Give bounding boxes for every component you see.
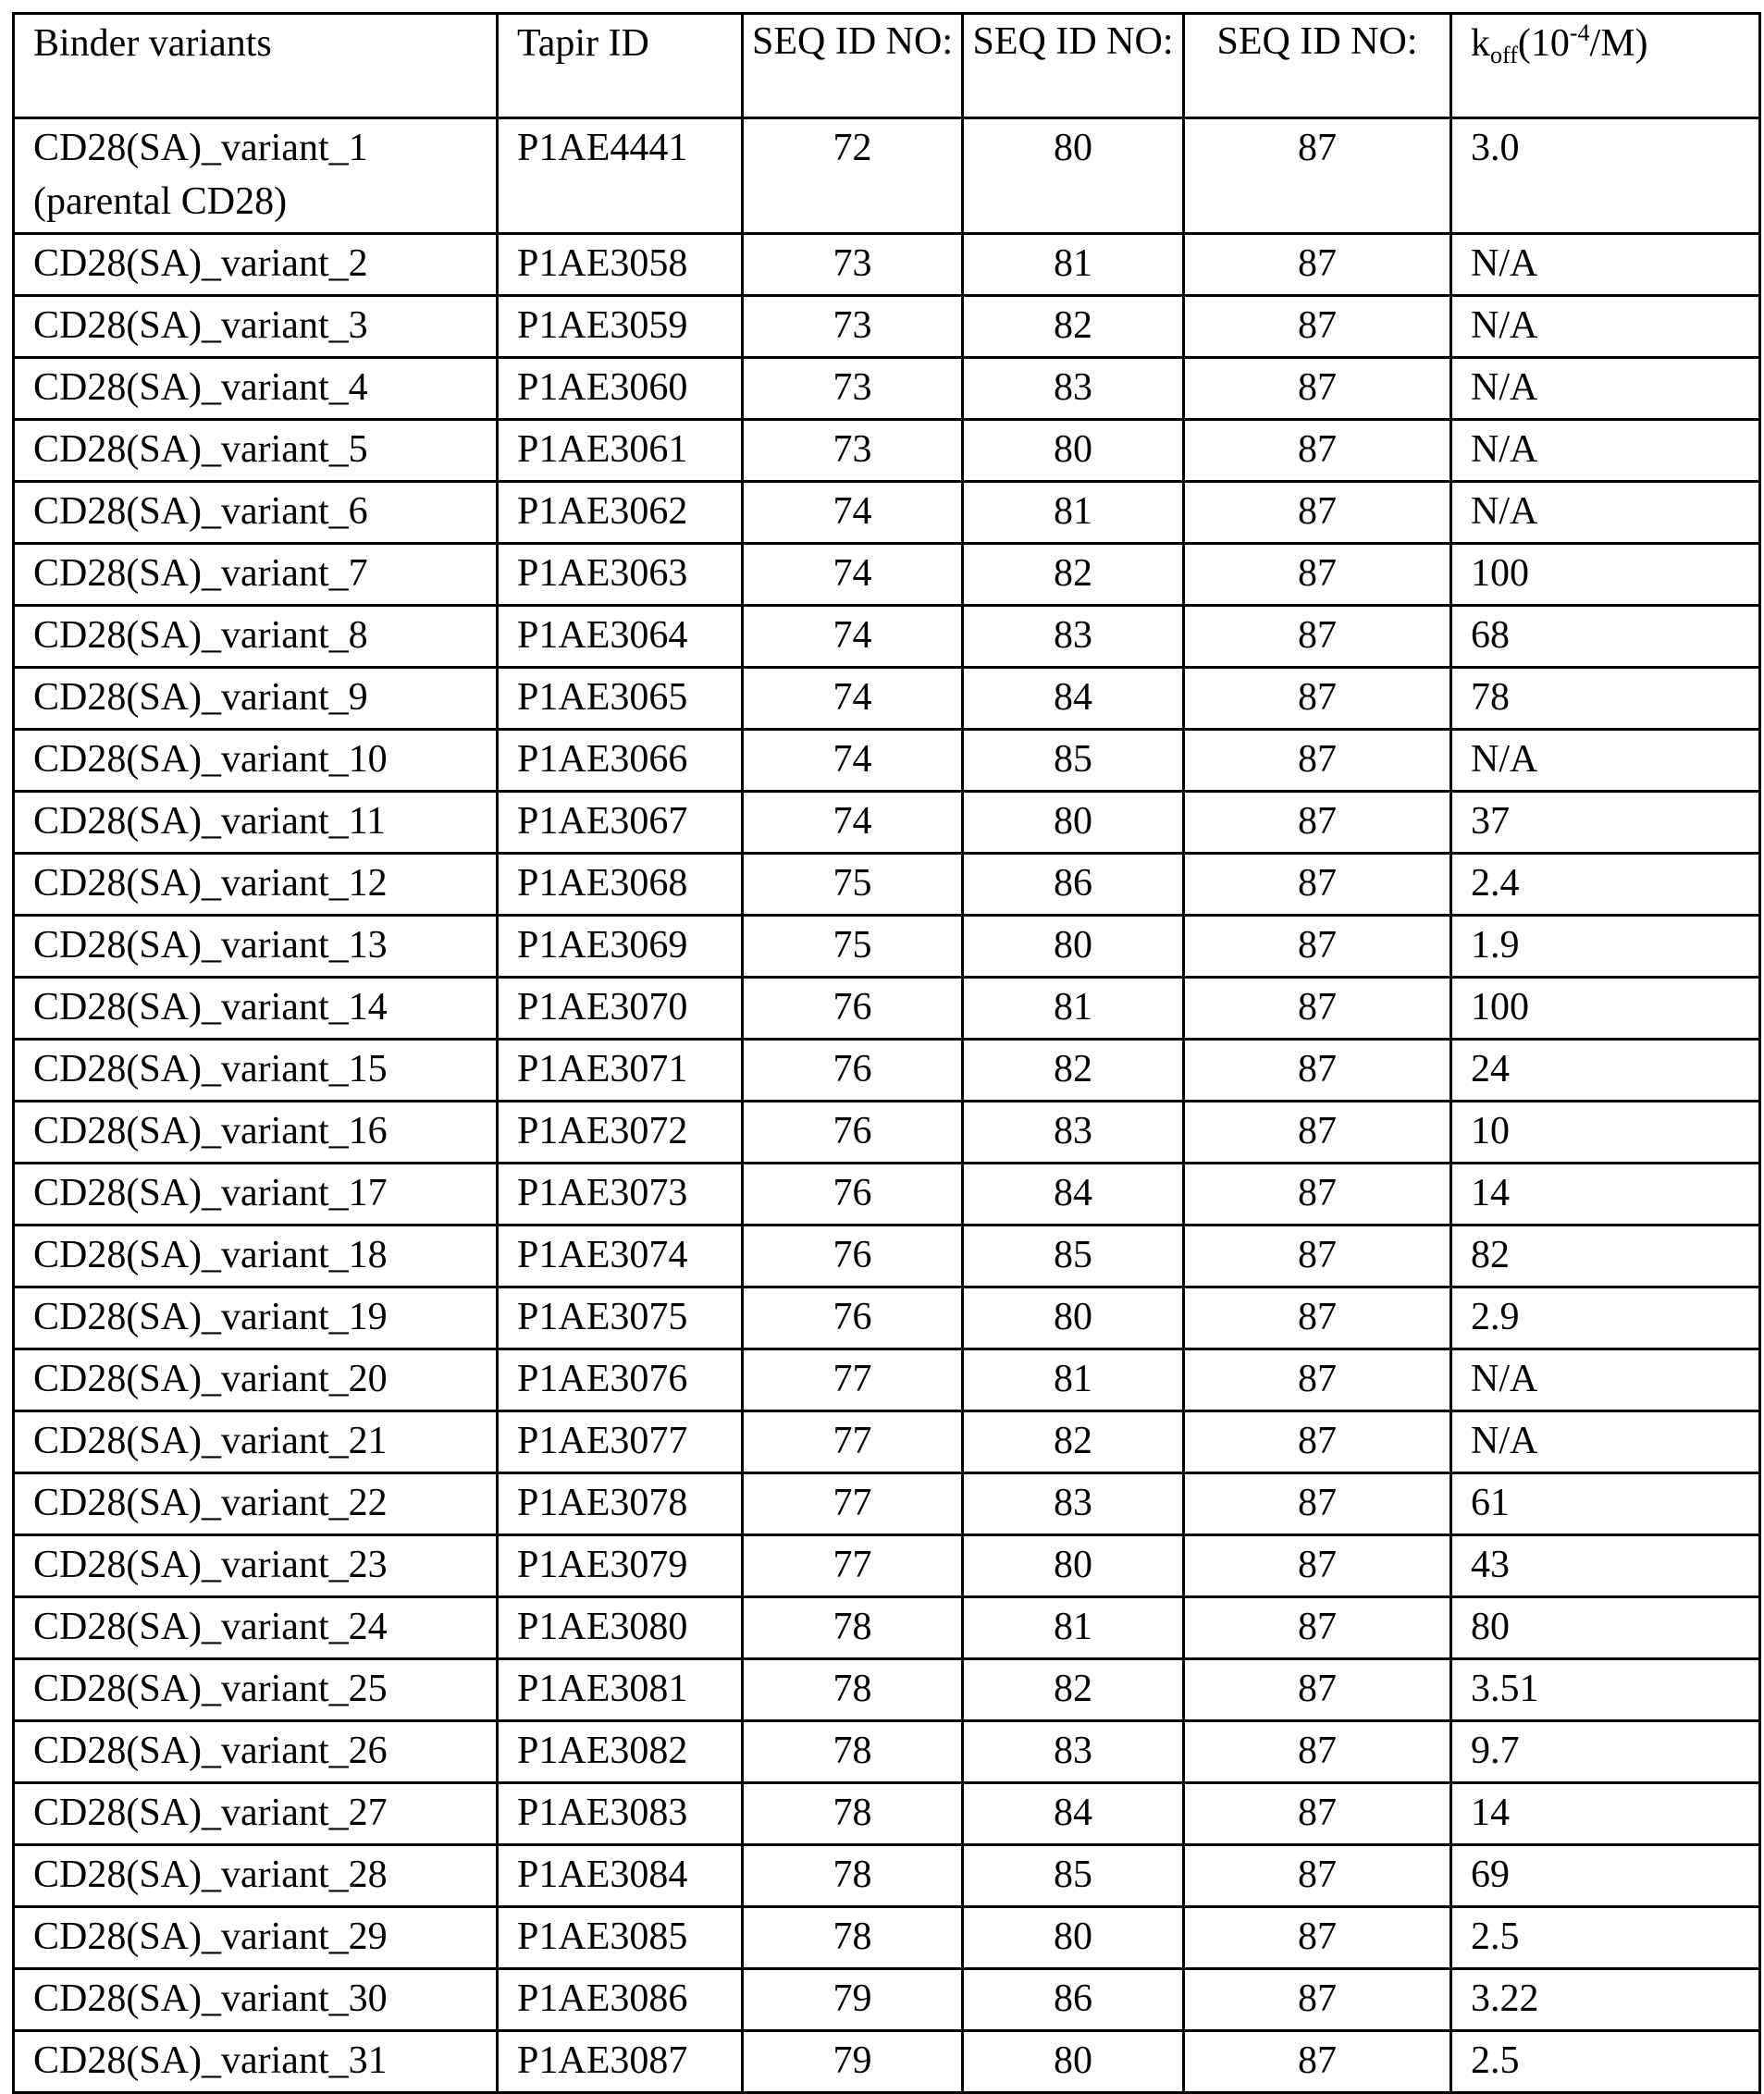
seq-id-3-cell: 87 bbox=[1184, 1287, 1451, 1349]
seq-id-3-cell: 87 bbox=[1184, 1597, 1451, 1659]
tapir-id-cell: P1AE3069 bbox=[498, 916, 743, 978]
table-row bbox=[14, 1535, 1760, 1597]
tapir-id-cell: P1AE3067 bbox=[498, 792, 743, 854]
binder-variant-cell: CD28(SA)_variant_5 bbox=[14, 420, 498, 482]
table-row bbox=[14, 730, 1760, 792]
seq-id-3-cell: 87 bbox=[1184, 1535, 1451, 1597]
tapir-id-cell: P1AE3061 bbox=[498, 420, 743, 482]
seq-id-3-cell: 87 bbox=[1184, 606, 1451, 668]
seq-id-1-cell: 74 bbox=[743, 544, 963, 606]
seq-id-3-cell: 87 bbox=[1184, 358, 1451, 420]
binder-variant-cell: CD28(SA)_variant_30 bbox=[14, 1969, 498, 2031]
table-row bbox=[14, 1659, 1760, 1721]
seq-id-2-cell: 85 bbox=[963, 1226, 1184, 1287]
tapir-id-cell: P1AE3071 bbox=[498, 1040, 743, 1102]
seq-id-1-cell: 76 bbox=[743, 1164, 963, 1226]
seq-id-1-cell: 74 bbox=[743, 482, 963, 544]
seq-id-1-cell: 73 bbox=[743, 420, 963, 482]
binder-variant-cell: CD28(SA)_variant_27 bbox=[14, 1783, 498, 1845]
tapir-id-cell: P1AE3064 bbox=[498, 606, 743, 668]
table-row bbox=[14, 668, 1760, 730]
seq-id-3-cell: 87 bbox=[1184, 916, 1451, 978]
seq-id-1-cell: 77 bbox=[743, 1349, 963, 1411]
binder-variant-cell: CD28(SA)_variant_3 bbox=[14, 296, 498, 358]
binder-variant-cell: CD28(SA)_variant_10 bbox=[14, 730, 498, 792]
seq-id-1-cell: 75 bbox=[743, 916, 963, 978]
seq-id-3-cell: 87 bbox=[1184, 1659, 1451, 1721]
binder-variant-cell: CD28(SA)_variant_12 bbox=[14, 854, 498, 916]
koff-cell: 68 bbox=[1451, 606, 1760, 668]
table-row bbox=[14, 1164, 1760, 1226]
seq-id-1-cell: 74 bbox=[743, 730, 963, 792]
seq-id-3-cell: 87 bbox=[1184, 1102, 1451, 1164]
seq-id-2-cell: 80 bbox=[963, 118, 1184, 234]
koff-cell: N/A bbox=[1451, 1411, 1760, 1473]
seq-id-2-cell: 83 bbox=[963, 1473, 1184, 1535]
seq-id-2-cell: 81 bbox=[963, 1597, 1184, 1659]
koff-cell: 9.7 bbox=[1451, 1721, 1760, 1783]
binder-variant-cell: CD28(SA)_variant_25 bbox=[14, 1659, 498, 1721]
table-body bbox=[14, 118, 1760, 2093]
table-row bbox=[14, 978, 1760, 1040]
tapir-id-cell: P1AE3068 bbox=[498, 854, 743, 916]
binder-variant-cell: CD28(SA)_variant_6 bbox=[14, 482, 498, 544]
seq-id-3-cell: 87 bbox=[1184, 854, 1451, 916]
tapir-id-cell: P1AE3063 bbox=[498, 544, 743, 606]
koff-cell: 14 bbox=[1451, 1164, 1760, 1226]
seq-id-1-cell: 79 bbox=[743, 2031, 963, 2093]
seq-id-1-cell: 78 bbox=[743, 1721, 963, 1783]
seq-id-2-cell: 80 bbox=[963, 1535, 1184, 1597]
seq-id-2-cell: 85 bbox=[963, 730, 1184, 792]
header-koff bbox=[1451, 14, 1760, 118]
header-row bbox=[14, 14, 1760, 118]
table-row bbox=[14, 544, 1760, 606]
seq-id-3-cell: 87 bbox=[1184, 1226, 1451, 1287]
table-row bbox=[14, 854, 1760, 916]
seq-id-1-cell: 79 bbox=[743, 1969, 963, 2031]
koff-cell: 3.22 bbox=[1451, 1969, 1760, 2031]
table-row bbox=[14, 1411, 1760, 1473]
header-tapir-id: Tapir ID bbox=[498, 14, 743, 118]
binder-variant-cell: CD28(SA)_variant_17 bbox=[14, 1164, 498, 1226]
koff-cell: 24 bbox=[1451, 1040, 1760, 1102]
tapir-id-cell: P1AE3079 bbox=[498, 1535, 743, 1597]
seq-id-2-cell: 83 bbox=[963, 1721, 1184, 1783]
koff-cell: 78 bbox=[1451, 668, 1760, 730]
table-row bbox=[14, 1597, 1760, 1659]
table-row bbox=[14, 1287, 1760, 1349]
seq-id-2-cell: 80 bbox=[963, 1907, 1184, 1969]
koff-unit-open: (10 bbox=[1518, 22, 1570, 65]
tapir-id-cell: P1AE3072 bbox=[498, 1102, 743, 1164]
tapir-id-cell: P1AE3060 bbox=[498, 358, 743, 420]
koff-cell: 82 bbox=[1451, 1226, 1760, 1287]
seq-id-2-cell: 84 bbox=[963, 1783, 1184, 1845]
seq-id-2-cell: 82 bbox=[963, 296, 1184, 358]
binder-variant-cell: CD28(SA)_variant_8 bbox=[14, 606, 498, 668]
header-seq-id-2: SEQ ID NO: bbox=[963, 14, 1184, 118]
tapir-id-cell: P1AE3083 bbox=[498, 1783, 743, 1845]
koff-cell: N/A bbox=[1451, 420, 1760, 482]
table-row bbox=[14, 358, 1760, 420]
tapir-id-cell: P1AE3084 bbox=[498, 1845, 743, 1907]
seq-id-2-cell: 86 bbox=[963, 854, 1184, 916]
binder-variant-cell: CD28(SA)_variant_7 bbox=[14, 544, 498, 606]
tapir-id-cell: P1AE3059 bbox=[498, 296, 743, 358]
seq-id-1-cell: 73 bbox=[743, 296, 963, 358]
seq-id-3-cell: 87 bbox=[1184, 296, 1451, 358]
seq-id-3-cell: 87 bbox=[1184, 1969, 1451, 2031]
seq-id-1-cell: 72 bbox=[743, 118, 963, 234]
tapir-id-cell: P1AE3058 bbox=[498, 234, 743, 296]
tapir-id-cell: P1AE3081 bbox=[498, 1659, 743, 1721]
header-binder-variants: Binder variants bbox=[14, 14, 498, 118]
koff-exponent: -4 bbox=[1570, 19, 1590, 46]
binder-variant-cell: CD28(SA)_variant_11 bbox=[14, 792, 498, 854]
seq-id-1-cell: 73 bbox=[743, 358, 963, 420]
binder-variant-cell: CD28(SA)_variant_26 bbox=[14, 1721, 498, 1783]
seq-id-2-cell: 82 bbox=[963, 1659, 1184, 1721]
seq-id-2-cell: 80 bbox=[963, 792, 1184, 854]
table-row bbox=[14, 1783, 1760, 1845]
koff-cell: 10 bbox=[1451, 1102, 1760, 1164]
header-seq-id-1: SEQ ID NO: bbox=[743, 14, 963, 118]
table-row bbox=[14, 1907, 1760, 1969]
table-row bbox=[14, 1349, 1760, 1411]
seq-id-1-cell: 78 bbox=[743, 1907, 963, 1969]
table-row bbox=[14, 1102, 1760, 1164]
table-row bbox=[14, 1845, 1760, 1907]
seq-id-1-cell: 77 bbox=[743, 1535, 963, 1597]
koff-cell: 2.4 bbox=[1451, 854, 1760, 916]
seq-id-1-cell: 76 bbox=[743, 1040, 963, 1102]
seq-id-3-cell: 87 bbox=[1184, 1721, 1451, 1783]
binder-variant-cell: CD28(SA)_variant_19 bbox=[14, 1287, 498, 1349]
seq-id-3-cell: 87 bbox=[1184, 1164, 1451, 1226]
seq-id-3-cell: 87 bbox=[1184, 234, 1451, 296]
table-row bbox=[14, 1473, 1760, 1535]
binder-variant-cell: CD28(SA)_variant_31 bbox=[14, 2031, 498, 2093]
koff-cell: 80 bbox=[1451, 1597, 1760, 1659]
binder-variant-cell: CD28(SA)_variant_24 bbox=[14, 1597, 498, 1659]
tapir-id-cell: P1AE4441 bbox=[498, 118, 743, 234]
table-header bbox=[14, 14, 1760, 118]
koff-cell: 61 bbox=[1451, 1473, 1760, 1535]
seq-id-3-cell: 87 bbox=[1184, 1845, 1451, 1907]
binder-variant-cell: CD28(SA)_variant_23 bbox=[14, 1535, 498, 1597]
seq-id-1-cell: 78 bbox=[743, 1659, 963, 1721]
table-row bbox=[14, 1969, 1760, 2031]
tapir-id-cell: P1AE3065 bbox=[498, 668, 743, 730]
seq-id-3-cell: 87 bbox=[1184, 1473, 1451, 1535]
binder-variant-cell: CD28(SA)_variant_1 (parental CD28) bbox=[14, 118, 498, 234]
seq-id-1-cell: 76 bbox=[743, 1102, 963, 1164]
seq-id-3-cell: 87 bbox=[1184, 792, 1451, 854]
tapir-id-cell: P1AE3077 bbox=[498, 1411, 743, 1473]
table-row bbox=[14, 234, 1760, 296]
tapir-id-cell: P1AE3078 bbox=[498, 1473, 743, 1535]
binder-variant-cell: CD28(SA)_variant_15 bbox=[14, 1040, 498, 1102]
binder-variant-cell: CD28(SA)_variant_20 bbox=[14, 1349, 498, 1411]
koff-cell: 2.5 bbox=[1451, 2031, 1760, 2093]
binder-variant-cell: CD28(SA)_variant_21 bbox=[14, 1411, 498, 1473]
tapir-id-cell: P1AE3066 bbox=[498, 730, 743, 792]
seq-id-3-cell: 87 bbox=[1184, 420, 1451, 482]
seq-id-3-cell: 87 bbox=[1184, 544, 1451, 606]
tapir-id-cell: P1AE3087 bbox=[498, 2031, 743, 2093]
seq-id-1-cell: 74 bbox=[743, 792, 963, 854]
koff-subscript: off bbox=[1490, 42, 1518, 68]
seq-id-1-cell: 76 bbox=[743, 1287, 963, 1349]
seq-id-2-cell: 81 bbox=[963, 234, 1184, 296]
table-row bbox=[14, 118, 1760, 234]
seq-id-3-cell: 87 bbox=[1184, 482, 1451, 544]
koff-unit-close: /M) bbox=[1590, 22, 1648, 65]
seq-id-3-cell: 87 bbox=[1184, 1411, 1451, 1473]
table-row bbox=[14, 296, 1760, 358]
koff-cell: 3.51 bbox=[1451, 1659, 1760, 1721]
seq-id-3-cell: 87 bbox=[1184, 668, 1451, 730]
seq-id-1-cell: 78 bbox=[743, 1845, 963, 1907]
binder-variant-cell: CD28(SA)_variant_9 bbox=[14, 668, 498, 730]
seq-id-1-cell: 77 bbox=[743, 1473, 963, 1535]
koff-cell: N/A bbox=[1451, 358, 1760, 420]
koff-cell: 69 bbox=[1451, 1845, 1760, 1907]
table-row bbox=[14, 916, 1760, 978]
seq-id-2-cell: 82 bbox=[963, 1411, 1184, 1473]
seq-id-3-cell: 87 bbox=[1184, 1349, 1451, 1411]
koff-cell: N/A bbox=[1451, 482, 1760, 544]
seq-id-2-cell: 83 bbox=[963, 606, 1184, 668]
tapir-id-cell: P1AE3080 bbox=[498, 1597, 743, 1659]
seq-id-1-cell: 74 bbox=[743, 606, 963, 668]
table-row bbox=[14, 792, 1760, 854]
binder-variant-cell: CD28(SA)_variant_18 bbox=[14, 1226, 498, 1287]
koff-cell: N/A bbox=[1451, 296, 1760, 358]
seq-id-1-cell: 78 bbox=[743, 1597, 963, 1659]
seq-id-2-cell: 84 bbox=[963, 1164, 1184, 1226]
koff-cell: N/A bbox=[1451, 730, 1760, 792]
table-row bbox=[14, 1226, 1760, 1287]
koff-cell: 37 bbox=[1451, 792, 1760, 854]
seq-id-1-cell: 77 bbox=[743, 1411, 963, 1473]
binder-variant-cell: CD28(SA)_variant_4 bbox=[14, 358, 498, 420]
table-row bbox=[14, 482, 1760, 544]
seq-id-2-cell: 80 bbox=[963, 2031, 1184, 2093]
tapir-id-cell: P1AE3074 bbox=[498, 1226, 743, 1287]
koff-cell: 3.0 bbox=[1451, 118, 1760, 234]
seq-id-2-cell: 84 bbox=[963, 668, 1184, 730]
seq-id-2-cell: 86 bbox=[963, 1969, 1184, 2031]
binder-variants-table bbox=[12, 12, 1761, 2094]
koff-cell: 2.5 bbox=[1451, 1907, 1760, 1969]
seq-id-2-cell: 80 bbox=[963, 916, 1184, 978]
tapir-id-cell: P1AE3076 bbox=[498, 1349, 743, 1411]
koff-cell: 1.9 bbox=[1451, 916, 1760, 978]
koff-cell: 43 bbox=[1451, 1535, 1760, 1597]
seq-id-2-cell: 80 bbox=[963, 1287, 1184, 1349]
tapir-id-cell: P1AE3082 bbox=[498, 1721, 743, 1783]
koff-cell: 100 bbox=[1451, 544, 1760, 606]
seq-id-2-cell: 83 bbox=[963, 1102, 1184, 1164]
seq-id-1-cell: 73 bbox=[743, 234, 963, 296]
seq-id-3-cell: 87 bbox=[1184, 1783, 1451, 1845]
seq-id-2-cell: 82 bbox=[963, 1040, 1184, 1102]
tapir-id-cell: P1AE3075 bbox=[498, 1287, 743, 1349]
tapir-id-cell: P1AE3073 bbox=[498, 1164, 743, 1226]
binder-variant-cell: CD28(SA)_variant_2 bbox=[14, 234, 498, 296]
binder-variant-cell: CD28(SA)_variant_29 bbox=[14, 1907, 498, 1969]
seq-id-2-cell: 82 bbox=[963, 544, 1184, 606]
seq-id-1-cell: 76 bbox=[743, 1226, 963, 1287]
binder-variant-cell: CD28(SA)_variant_16 bbox=[14, 1102, 498, 1164]
seq-id-1-cell: 74 bbox=[743, 668, 963, 730]
table-row bbox=[14, 606, 1760, 668]
tapir-id-cell: P1AE3086 bbox=[498, 1969, 743, 2031]
seq-id-3-cell: 87 bbox=[1184, 2031, 1451, 2093]
koff-base: k bbox=[1471, 22, 1490, 65]
binder-variant-cell: CD28(SA)_variant_14 bbox=[14, 978, 498, 1040]
seq-id-3-cell: 87 bbox=[1184, 1907, 1451, 1969]
seq-id-1-cell: 78 bbox=[743, 1783, 963, 1845]
binder-variant-cell: CD28(SA)_variant_13 bbox=[14, 916, 498, 978]
seq-id-2-cell: 83 bbox=[963, 358, 1184, 420]
tapir-id-cell: P1AE3085 bbox=[498, 1907, 743, 1969]
binder-variant-cell: CD28(SA)_variant_28 bbox=[14, 1845, 498, 1907]
binder-variant-cell: CD28(SA)_variant_22 bbox=[14, 1473, 498, 1535]
seq-id-3-cell: 87 bbox=[1184, 730, 1451, 792]
seq-id-3-cell: 87 bbox=[1184, 1040, 1451, 1102]
seq-id-2-cell: 81 bbox=[963, 1349, 1184, 1411]
table-row bbox=[14, 2031, 1760, 2093]
koff-cell: 2.9 bbox=[1451, 1287, 1760, 1349]
header-seq-id-3: SEQ ID NO: bbox=[1184, 14, 1451, 118]
koff-cell: 14 bbox=[1451, 1783, 1760, 1845]
table-row bbox=[14, 1040, 1760, 1102]
tapir-id-cell: P1AE3070 bbox=[498, 978, 743, 1040]
koff-cell: N/A bbox=[1451, 234, 1760, 296]
seq-id-1-cell: 75 bbox=[743, 854, 963, 916]
table-row bbox=[14, 420, 1760, 482]
seq-id-2-cell: 85 bbox=[963, 1845, 1184, 1907]
koff-cell: 100 bbox=[1451, 978, 1760, 1040]
seq-id-1-cell: 76 bbox=[743, 978, 963, 1040]
seq-id-2-cell: 81 bbox=[963, 482, 1184, 544]
seq-id-2-cell: 80 bbox=[963, 420, 1184, 482]
tapir-id-cell: P1AE3062 bbox=[498, 482, 743, 544]
seq-id-2-cell: 81 bbox=[963, 978, 1184, 1040]
koff-cell: N/A bbox=[1451, 1349, 1760, 1411]
table-row bbox=[14, 1721, 1760, 1783]
seq-id-3-cell: 87 bbox=[1184, 118, 1451, 234]
seq-id-3-cell: 87 bbox=[1184, 978, 1451, 1040]
